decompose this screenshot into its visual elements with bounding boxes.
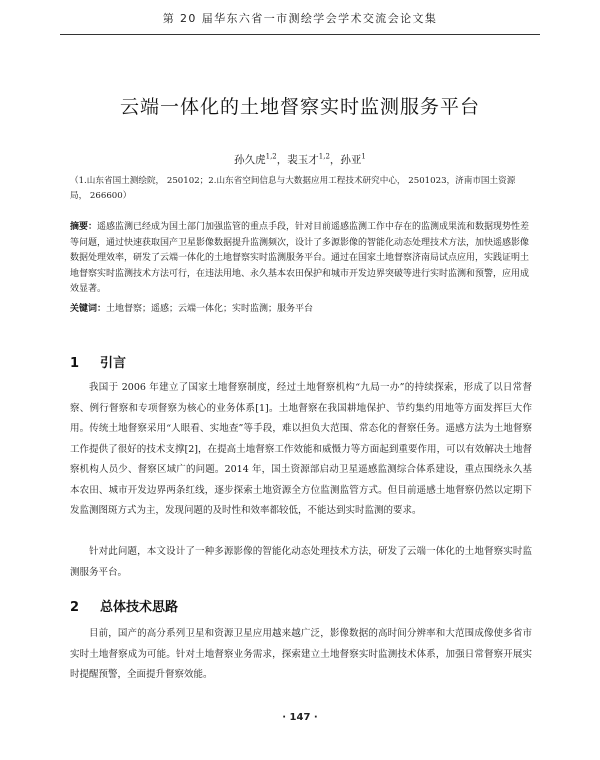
section-1-number: 1: [70, 356, 80, 371]
keywords: [70, 302, 532, 316]
section-1-heading: [70, 352, 126, 371]
author-line: [0, 152, 600, 167]
abstract-text: 遥感监测已经成为国土部门加强监管的重点手段，针对目前遥感监测工作中存在的监测成果流和数据现势性差等问题，通过快速获取国产卫星影像数据提升监测频次，设计了多源影像的智能化动态处理技术方法，加快遥感影像数据处理效率，研发了云端一体化的土地督察实时监测服务平台。通过在国家土地督察济南局试点应用，实践证明土地督察实时监测技术方法可行，在违法用地、永久基本农田保护和城市开发边界突破等进行实时监测和预警，应用成效显著。: [70, 222, 530, 294]
abstract-label: 摘要：: [70, 222, 98, 232]
section-1-title: 引言: [100, 356, 127, 371]
author-separator-1: ，: [276, 154, 288, 166]
author-1-affil: 1,2: [265, 152, 277, 161]
section-2-heading: [70, 596, 178, 615]
section-1-paragraph-2: 针对此问题，本文设计了一种多源影像的智能化动态处理技术方法，研发了云端一体化的土地督察实时监测服务平台。: [70, 546, 532, 578]
paper-title: 云端一体化的土地督察实时监测服务平台: [119, 96, 480, 118]
author-2: 裴玉才: [287, 154, 319, 166]
keywords-text: 土地督察；遥感；云端一体化；实时监测；服务平台: [106, 304, 314, 314]
page-number: · 147 ·: [282, 712, 318, 723]
keywords-label: 关键词：: [70, 304, 107, 314]
abstract: [70, 220, 532, 298]
author-1: 孙久虎: [234, 154, 266, 166]
section-2-title: 总体技术思路: [100, 600, 179, 615]
author-3-affil: 1: [361, 152, 366, 161]
affiliations: （1.山东省国土测绘院， 250102；2.山东省空间信息与大数据应用工程技术研究中心， 2501023，济南市国土资源局， 266600）: [70, 176, 516, 201]
author-separator-2: ，: [329, 154, 341, 166]
running-header: 第 20 届华东六省一市测绘学会学术交流会论文集: [162, 12, 438, 25]
author-3: 孙亚: [340, 154, 362, 166]
author-2-affil: 1,2: [318, 152, 330, 161]
section-1-paragraph-1: 我国于 2006 年建立了国家土地督察制度，经过土地督察机构“九局一办”的持续探索，形成了以日常督察、例行督察和专项督察为核心的业务体系[1]。土地督察在我国耕地保护、节约集约用地等方面发挥巨大作用。传统土地督察采用“人眼看、实地查”等手段，难以担负大范围、常态化的督察任务。遥感方法为土地督察工作提供了很好的技术支撑[2]，在提高土地督察工作效能和威慑力等方面起到重要作用，可以有效解决土地督察机构人员少、督察区域广的问题。2014 年，国土资源部启动卫星遥感监测综合体系建设，重点围绕永久基本农田、城市开发边界两条红线，逐步探索土地资源全方位监测监管方式。但目前遥感土地督察仍然以定期下发监测图斑方式为主，发现问题的及时性和效率都较低，不能达到实时监测的要求。: [70, 382, 532, 516]
section-2-number: 2: [70, 600, 80, 615]
header-rule: [60, 34, 540, 35]
section-2-paragraph-1: 目前，国产的高分系列卫星和资源卫星应用越来越广泛，影像数据的高时间分辨率和大范围成像使多省市实时土地督察成为可能。针对土地督察业务需求，探索建立土地督察实时监测技术体系，加强日常督察开展实时提醒预警，全面提升督察效能。: [70, 628, 532, 680]
